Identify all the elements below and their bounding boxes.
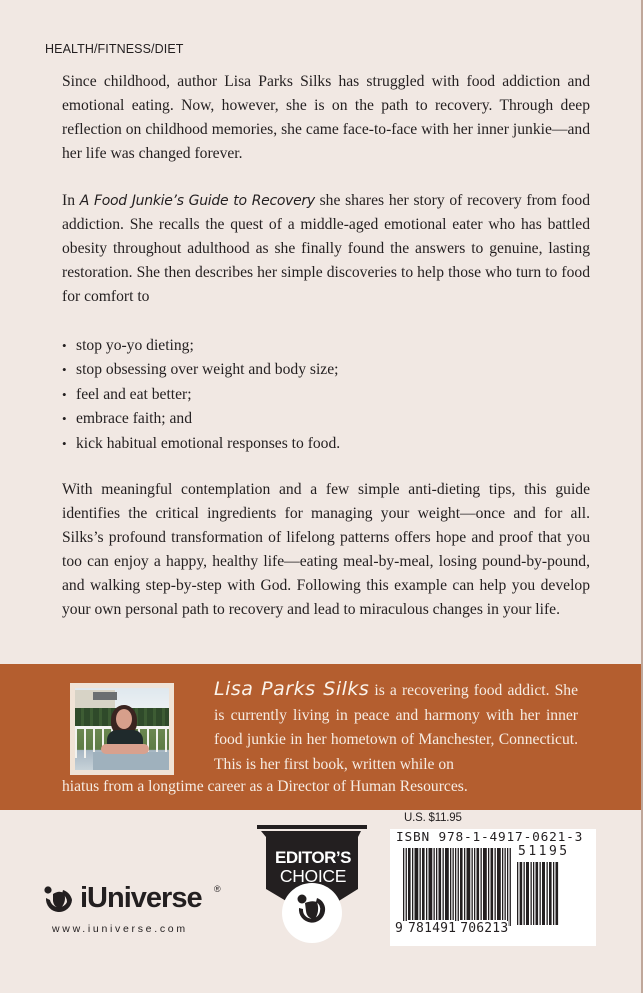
author-bio-last-line: hiatus from a longtime career as a Director of Human Resources.: [62, 778, 468, 795]
publisher-url: www.iuniverse.com: [52, 923, 188, 935]
addon-barcode-bars-icon: [517, 862, 559, 925]
author-photo-frame: [70, 683, 174, 775]
ean-digits: [395, 921, 508, 936]
list-item: • stop yo-yo dieting;: [62, 334, 340, 358]
barcode-bars-icon: [403, 848, 511, 926]
list-item: • stop obsessing over weight and body size;: [62, 358, 340, 382]
author-photo: [75, 688, 169, 770]
author-bio: [214, 677, 578, 777]
description-paragraph-3: With meaningful contemplation and a few simple anti-dieting tips, this guide identifies the critical ingredients for managing your weight—once and for all. Silks’s profound transformation of lifelong patterns offers hope and proof that you too can enjoy a happy, healthy life—eating meal-by-meal, losing pound-by-pound, and walking step-by-step with God. Following this example can help you develop your own personal path to recovery and lead to miraculous changes in your life.: [62, 481, 590, 618]
ean-group-2: 706213: [460, 921, 509, 936]
paragraph-2-body: she shares her story of recovery from food addiction. She recalls the quest of a middle-aged emotional eater who has battled obesity throughout adulthood as she finally found the answers to genuine, lasting restoration. She then describes her simple discoveries to help those who turn to food for comfort to: [62, 192, 591, 305]
editors-choice-badge: [257, 825, 369, 945]
author-bio-text: is a recovering food addict. She is currently living in peace and harmony with her inner food junkie in her hometown of Manchester, Connecticut. This is her first book, written while on: [214, 682, 578, 773]
benefits-list: [62, 334, 340, 456]
ean-group-1: 781491: [408, 921, 457, 936]
badge-line-2: CHOICE: [279, 866, 347, 886]
description-paragraph-1: Since childhood, author Lisa Parks Silks has struggled with food addiction and emotional eating. Now, however, she is on the path to recovery. Through deep reflection on childhood memories, she came face-to-face with her inner junkie—and her life was changed forever.: [62, 73, 590, 162]
category-label: HEALTH/FITNESS/DIET: [45, 42, 184, 56]
price-addon-digits: 51195: [518, 844, 570, 859]
book-title: A Food Junkie’s Guide to Recovery: [79, 193, 315, 209]
badge-label: [257, 849, 369, 885]
paragraph-2-prefix: In: [62, 192, 80, 209]
ean-first-digit: 9: [395, 921, 404, 936]
author-bio-band: [0, 664, 641, 810]
publisher-name: iUniverse: [80, 882, 202, 914]
description-paragraph-2: [62, 189, 590, 309]
list-item: • kick habitual emotional responses to food.: [62, 432, 340, 456]
isbn-text: ISBN 978-1-4917-0621-3: [396, 830, 584, 845]
list-item: • embrace faith; and: [62, 407, 340, 431]
registered-mark: ®: [214, 884, 221, 894]
badge-line-1: EDITOR’S: [275, 848, 351, 867]
price-label: U.S. $11.95: [404, 812, 462, 824]
list-item: • feel and eat better;: [62, 383, 340, 407]
isbn-barcode: [390, 829, 596, 946]
author-name: Lisa Parks Silks: [214, 678, 370, 700]
iuniverse-logo-icon: [43, 886, 75, 920]
